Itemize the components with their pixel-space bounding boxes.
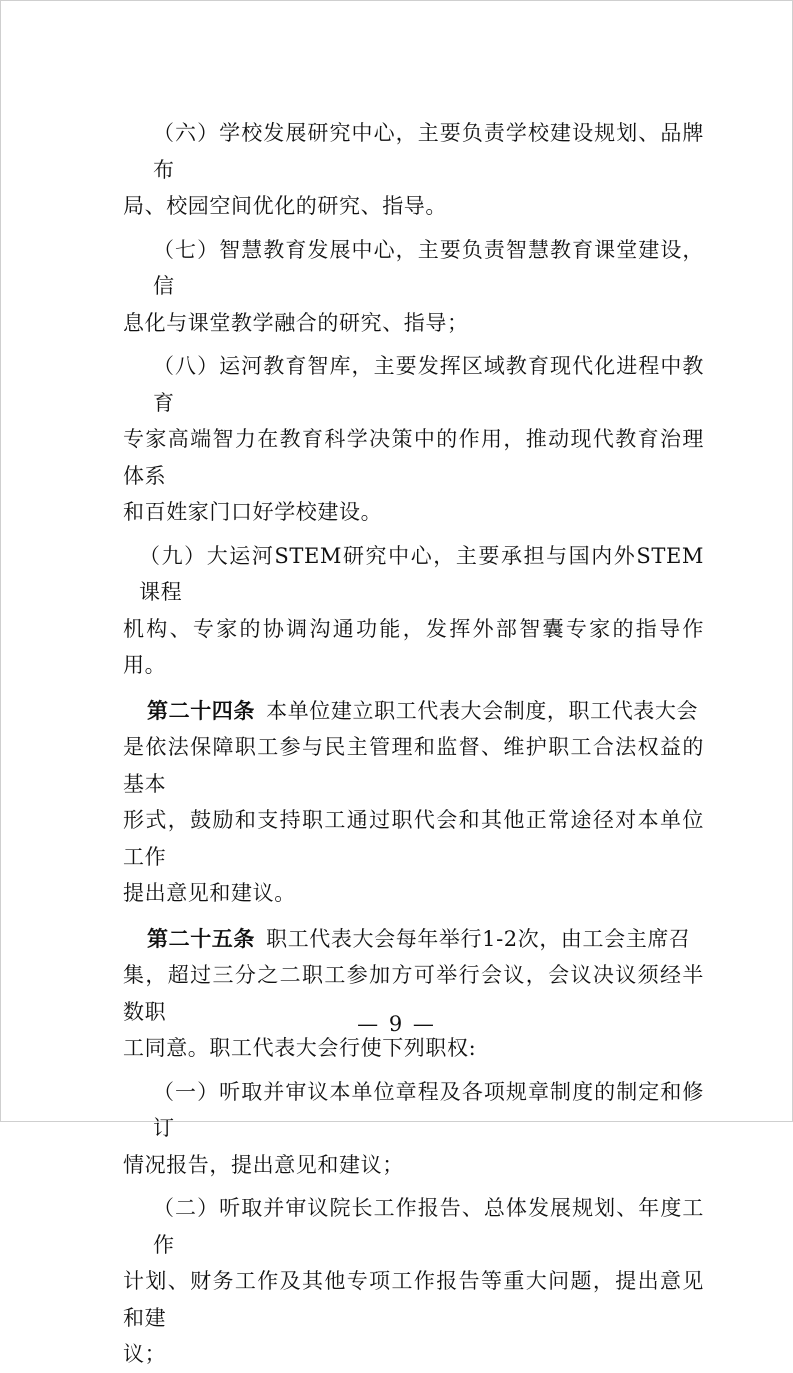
text-line: 议； (123, 1342, 167, 1366)
text-line: 专家高端智力在教育科学决策中的作用，推动现代教育治理体系 (123, 427, 704, 488)
text-line (139, 693, 704, 730)
text-line: 局、校园空间优化的研究、指导。 (123, 194, 447, 218)
text-line: 和百姓家门口好学校建设。 (123, 500, 383, 524)
paragraph-research-center-6 (123, 115, 704, 225)
paragraph-research-center-8 (123, 348, 704, 531)
paragraph-power-1 (123, 1074, 704, 1184)
document-body (123, 115, 704, 1373)
text-line: 情况报告，提出意见和建议； (123, 1152, 404, 1177)
paragraph-power-2 (123, 1190, 704, 1373)
article-25 (123, 921, 704, 1067)
article-heading: 第二十四条 (147, 698, 255, 723)
text-line: （六）学校发展研究中心，主要负责学校建设规划、品牌布 (153, 121, 704, 182)
text-line: （二）听取并审议院长工作报告、总体发展规划、年度工作 (153, 1196, 704, 1257)
text-line: 息化与课堂教学融合的研究、指导； (123, 310, 469, 335)
text-line: （一）听取并审议本单位章程及各项规章制度的制定和修订 (153, 1079, 704, 1140)
paragraph-research-center-7 (123, 232, 704, 342)
text-line: 机构、专家的协调沟通功能，发挥外部智囊专家的指导作用。 (123, 616, 704, 677)
text-line: 是依法保障职工参与民主管理和监督、维护职工合法权益的基本 (123, 735, 704, 796)
text-line (139, 921, 704, 958)
text-line: 提出意见和建议。 (123, 881, 296, 905)
text-line: （九）大运河STEM研究中心，主要承担与国内外STEM课程 (139, 543, 704, 604)
article-text: 职工代表大会每年举行1-2次，由工会主席召 (266, 926, 691, 951)
article-text: 本单位建立职工代表大会制度，职工代表大会 (266, 698, 699, 723)
text-line: 形式，鼓励和支持职工通过职代会和其他正常途径对本单位工作 (123, 808, 704, 869)
article-heading: 第二十五条 (147, 926, 255, 951)
text-line: 集，超过三分之二职工参加方可举行会议，会议决议须经半数职 (123, 963, 704, 1024)
page-number: — 9 — (357, 1012, 436, 1036)
article-24 (123, 693, 704, 912)
text-line: 计划、财务工作及其他专项工作报告等重大问题，提出意见和建 (123, 1269, 704, 1330)
text-line: （八）运河教育智库，主要发挥区域教育现代化进程中教育 (153, 354, 704, 415)
text-line: 工同意。职工代表大会行使下列职权: (123, 1036, 477, 1060)
text-line: （七）智慧教育发展中心，主要负责智慧教育课堂建设，信 (153, 237, 704, 298)
paragraph-research-center-9 (123, 538, 704, 684)
